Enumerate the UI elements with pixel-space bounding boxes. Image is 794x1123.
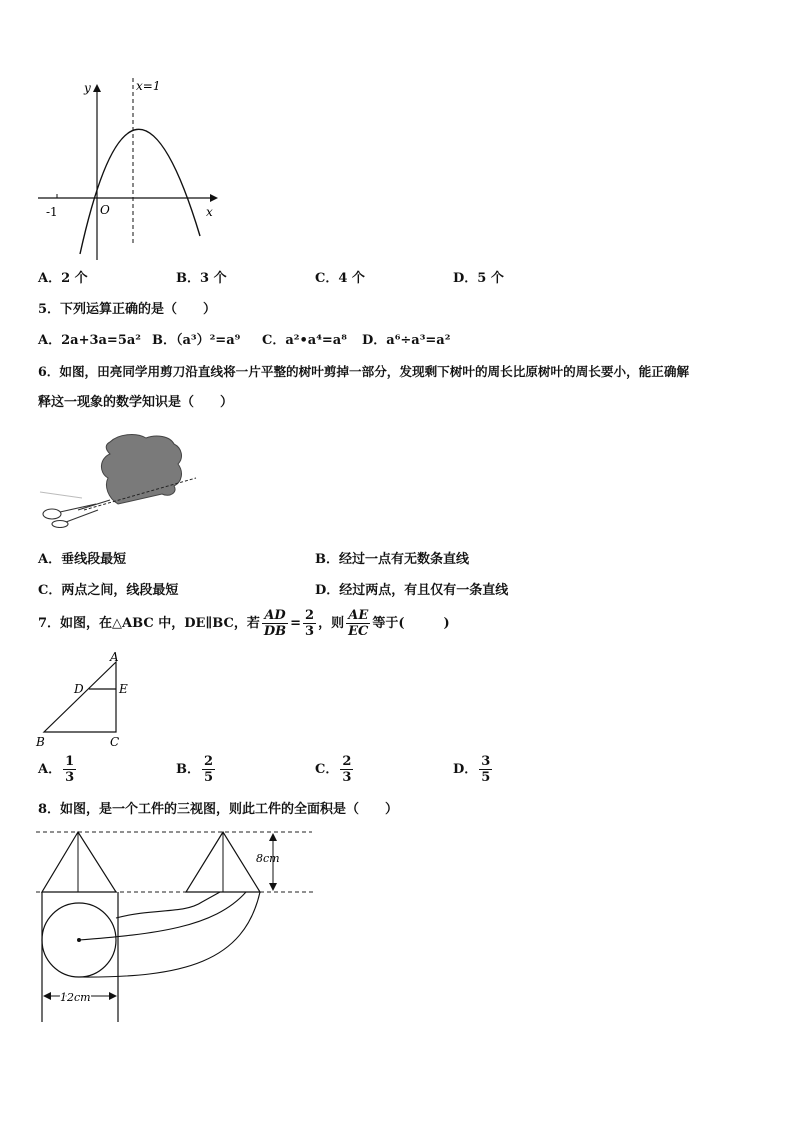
symmetry-label: x=1 xyxy=(136,79,161,93)
q7-option-b: B． $\frac{2}{5}$ xyxy=(176,754,214,785)
triangle-abc xyxy=(44,662,116,732)
arm-inner-mid xyxy=(79,892,246,940)
x-axis-arrow xyxy=(210,194,218,202)
x-label: x xyxy=(206,205,213,219)
leaf-shape xyxy=(101,435,181,504)
q5-option-c: C．a²•a⁴=a⁸ xyxy=(262,333,347,348)
q5-stem: 5．下列运算正确的是（ ） xyxy=(38,302,217,317)
q7-option-d: D． $\frac{3}{5}$ xyxy=(453,754,491,785)
triangle-figure xyxy=(34,648,134,752)
label-d: D xyxy=(74,682,84,696)
parabola-graph xyxy=(30,74,230,266)
q7-fraction-two-thirds: $\frac{2}{3}$ xyxy=(305,608,315,639)
q4-option-b: B．3 个 xyxy=(176,271,227,286)
arm-inner-top xyxy=(116,892,220,918)
scissors-icon xyxy=(43,500,110,528)
q7-stem: 7．如图，在△ABC 中，DE∥BC，若 $\frac{AD}{DB}$ = $\frac{2}{3}$ ，则 $\frac{AE}{EC}$ 等于( ) xyxy=(38,608,450,639)
y-axis-arrow xyxy=(93,84,101,92)
leaf-scissors-figure xyxy=(38,428,198,528)
parabola-curve xyxy=(80,129,200,254)
q4-option-c: C．4 个 xyxy=(315,271,365,286)
front-view-triangle xyxy=(42,832,116,892)
q7-option-c: C． $\frac{2}{3}$ xyxy=(315,754,352,785)
q7-fraction-ae-ec: $\frac{AE}{EC}$ xyxy=(348,608,369,639)
q7-fraction-ad-db: $\frac{AD}{DB}$ xyxy=(263,608,287,639)
label-b: B xyxy=(36,735,45,749)
q6-stem-line2: 释这一现象的数学知识是（ ） xyxy=(38,395,234,410)
q5-option-b: B．（a³）²=a⁹ xyxy=(152,333,241,348)
width-label: 12cm xyxy=(60,991,91,1004)
q6-stem-line1: 6．如图，田亮同学用剪刀沿直线将一片平整的树叶剪掉一部分，发现剩下树叶的周长比原树叶的周长要小，能正确解 xyxy=(38,364,690,379)
q5-option-a: A．2a+3a=5a² xyxy=(38,333,141,348)
label-c: C xyxy=(110,735,120,749)
q8-stem: 8．如图，是一个工件的三视图，则此工件的全面积是（ ） xyxy=(38,802,399,817)
q6-option-b: B．经过一点有无数条直线 xyxy=(315,552,470,567)
q4-option-a: A．2 个 xyxy=(38,271,88,286)
y-label: y xyxy=(84,81,91,95)
q6-option-c: C．两点之间，线段最短 xyxy=(38,583,179,598)
label-e: E xyxy=(119,682,128,696)
q4-option-d: D．5 个 xyxy=(453,271,504,286)
neg-one-label: -1 xyxy=(46,205,58,219)
origin-label: O xyxy=(100,203,110,217)
height-label: 8cm xyxy=(256,852,280,865)
scissors-faint-line xyxy=(40,492,82,498)
q7-option-a: A． $\frac{1}{3}$ xyxy=(38,754,75,785)
three-view-figure xyxy=(34,826,324,1026)
label-a: A xyxy=(110,650,119,664)
q6-option-a: A．垂线段最短 xyxy=(38,552,127,567)
q6-option-d: D．经过两点，有且仅有一条直线 xyxy=(315,583,509,598)
q5-option-d: D．a⁶÷a³=a² xyxy=(362,333,451,348)
